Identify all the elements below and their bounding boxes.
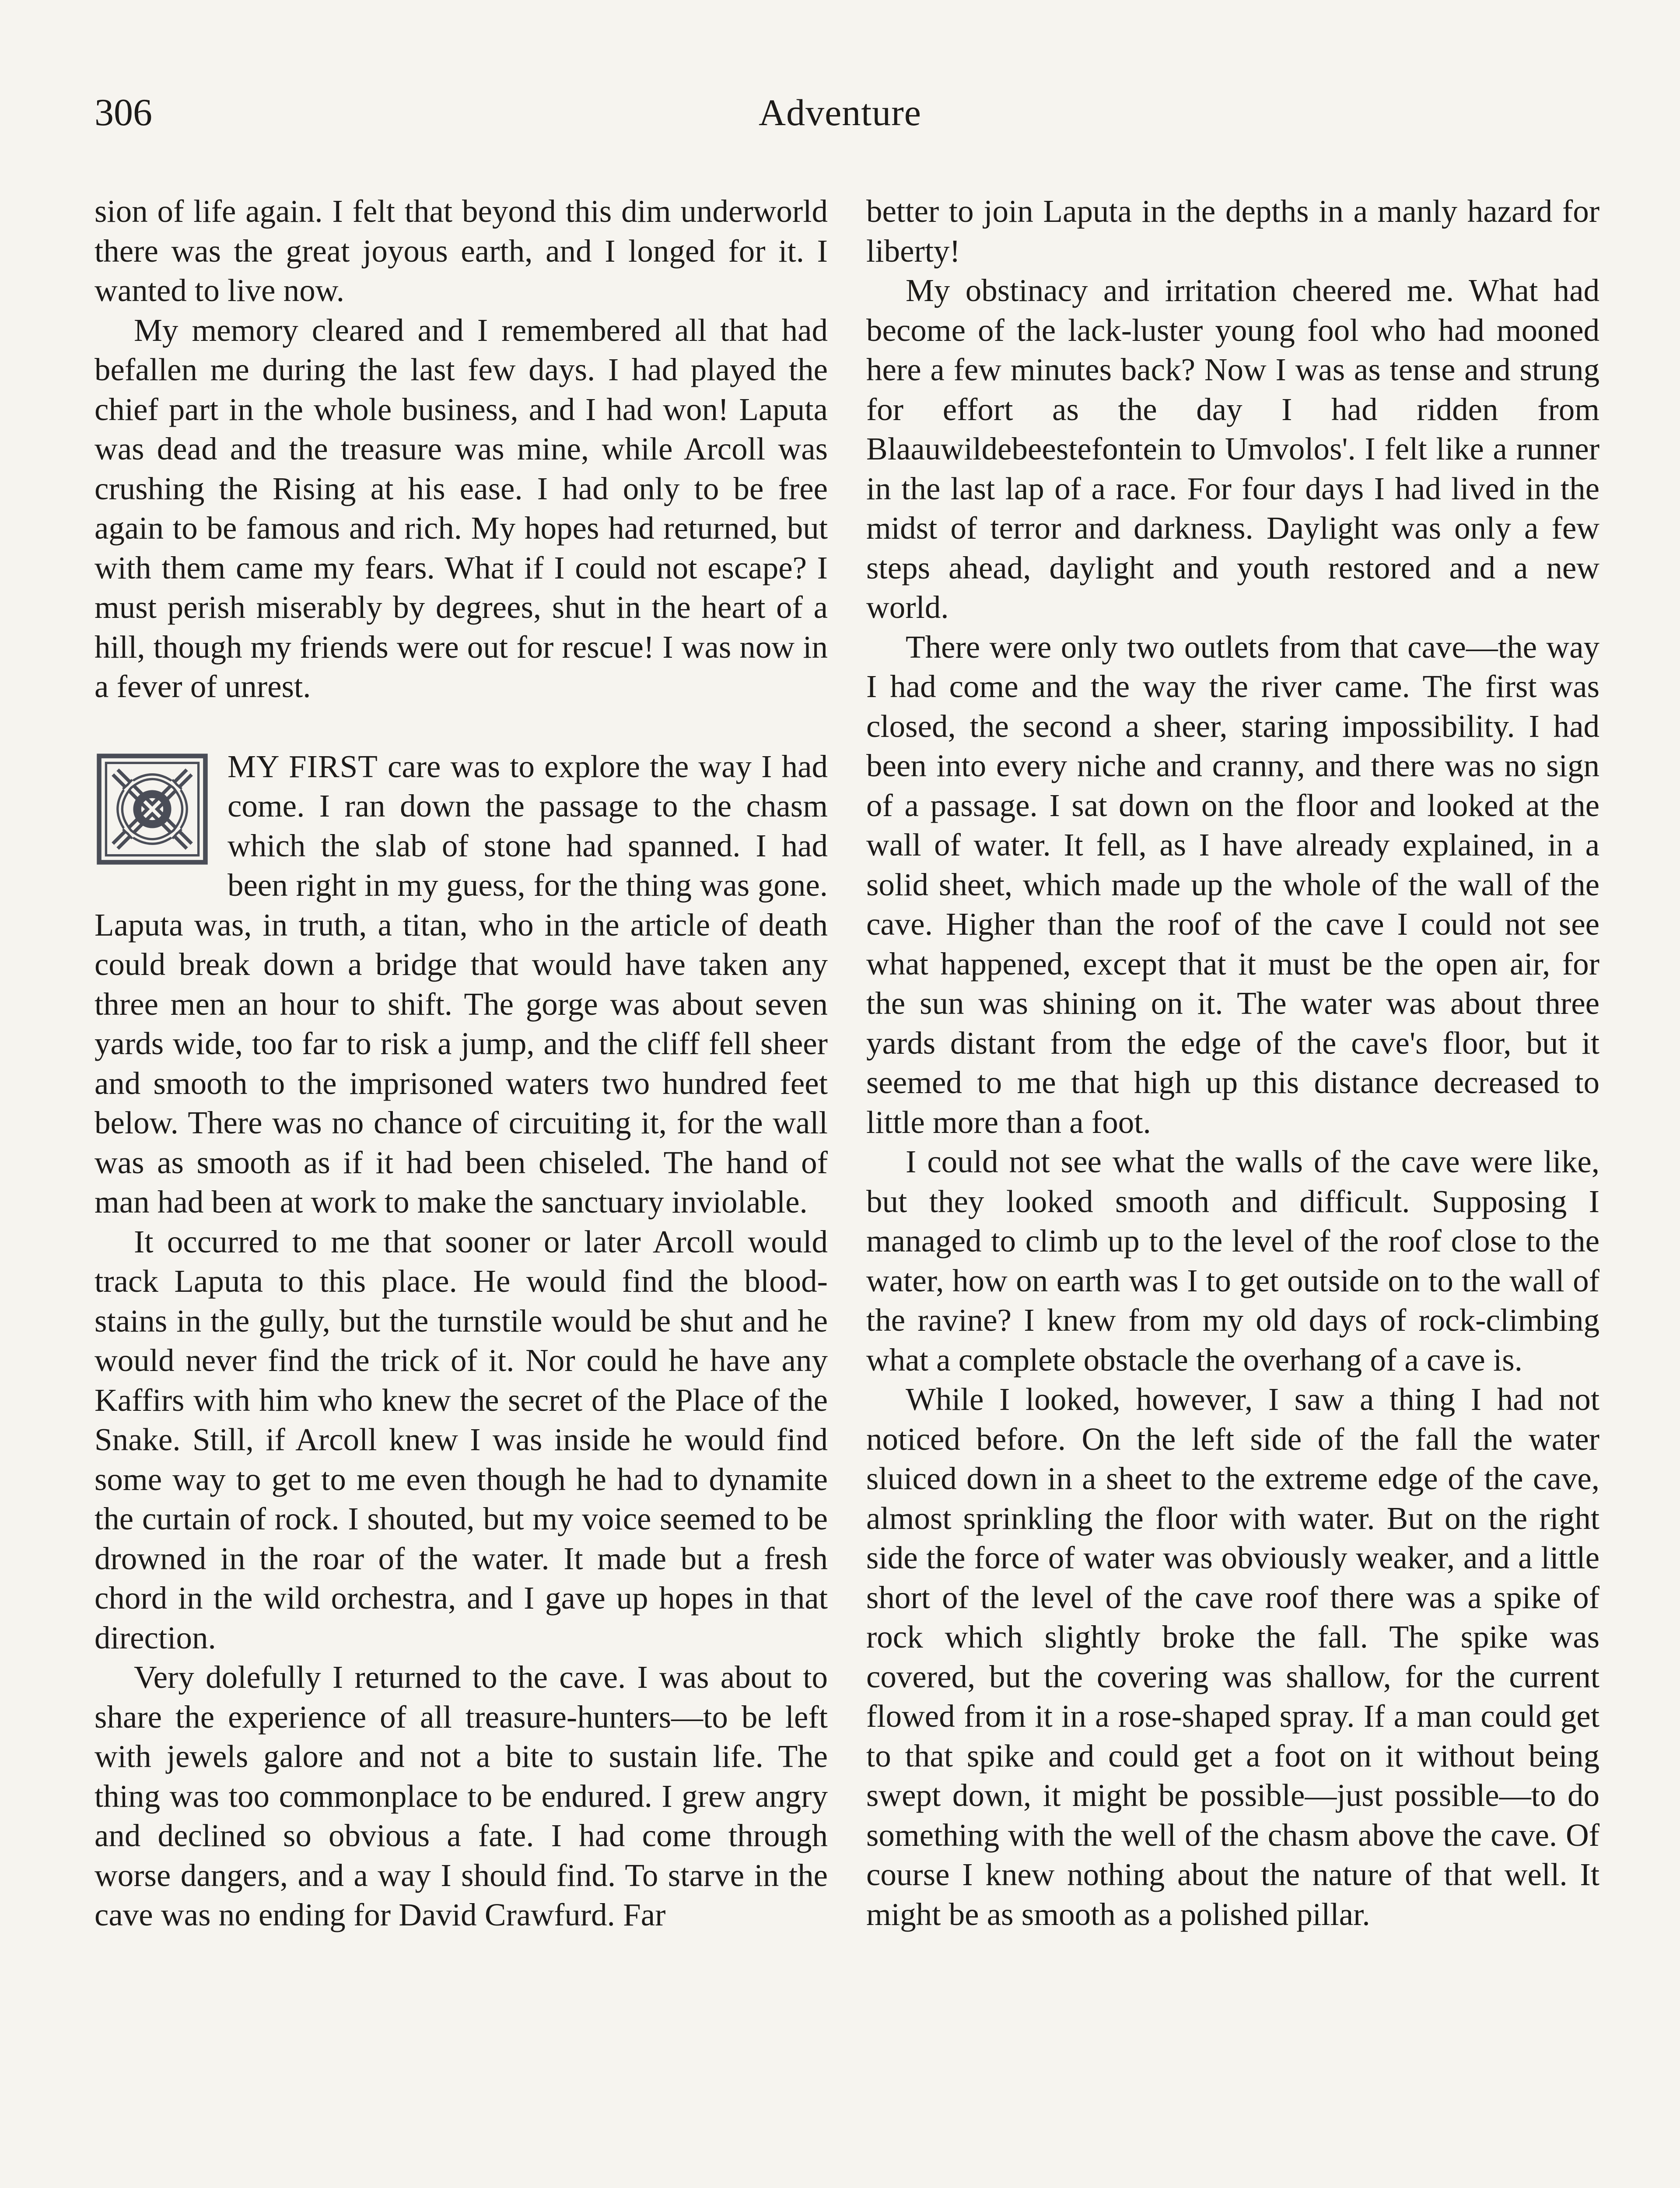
left-column: [94, 192, 828, 1935]
paragraph: It occurred to me that sooner or later Arcoll would track Laputa to this place. He would find the blood-stains in the gully, but the turnstile would be shut and he would never find the trick of it. Nor could he have any Kaffirs with him who knew the secret of the Place of the Snake. Still, if Arcoll knew I was inside he would find some way to get to me even though he had to dynamite the curtain of rock. I shouted, but my voice seemed to be drowned in the roar of the water. It made but a fresh chord in the wild orchestra, and I gave up hopes in that direction.: [94, 1224, 828, 1655]
paragraph: My memory cleared and I remembered all that had befallen me during the last few days. I had played the chief part in the whole business, and I had won! Laputa was dead and the treasure was mine, while Arcoll was crushing the Rising at his ease. I had only to be free again to be famous and rich. My hopes had returned, but with them came my fears. What if I could not escape? I must perish miserably by degrees, shut in the heart of a hill, though my friends were out for rescue! I was now in a fever of unrest.: [94, 312, 828, 704]
paragraph: There were only two outlets from that cave—the way I had come and the way the river came. The first was closed, the second a sheer, staring impossibility. I had been into every niche and cranny, and there was no sign of a passage. I sat down on the floor and looked at the wall of water. It fell, as I have already explained, in a solid sheet, which made up the whole of the wall of the cave. Higher than the roof of the cave I could not see what happened, except that it must be the open air, for the sun was shining on it. The water was about three yards distant from the edge of the cave's floor, but it seemed to me that high up this distance decreased to little more than a foot.: [866, 629, 1600, 1140]
paragraph: While I looked, however, I saw a thing I had not noticed before. On the left side of the fall the water sluiced down in a sheet to the extreme edge of the cave, almost sprinkling the floor with water. But on the right side the force of water was obviously weaker, and a little short of the level of the cave roof there was a spike of rock which slightly broke the fall. The spike was covered, but the covering was shallow, for the current flowed from it in a rose-shaped spray. If a man could get to that spike and could get a foot on it without being swept down, it might be possible—just possible—to do something with the well of the chasm above the cave. Of course I knew nothing about the nature of that well. It might be as smooth as a polished pillar.: [866, 1382, 1600, 1932]
section-opening-paragraph: [94, 747, 828, 1222]
paragraph-text: care was to explore the way I had come. I ran down the passage to the chasm which the slab of stone had spanned. I had been right in my guess, for the thing was gone. Laputa was, in truth, a titan, who in the article of death could break down a bridge that would have taken any three men an hour to shift. The gorge was about seven yards wide, too far to risk a jump, and the cliff fell sheer and smooth to the imprisoned waters two hundred feet below. There was no chance of circuiting it, for the wall was as smooth as if it had been chiseled. The hand of man had been at work to make the sanctuary inviolable.: [94, 748, 828, 1220]
page-header: [94, 91, 1586, 146]
paragraph: sion of life again. I felt that beyond this dim underworld there was the great joyous earth, and I longed for it. I wanted to live now.: [94, 193, 828, 308]
paragraph: better to join Laputa in the depths in a manly hazard for liberty!: [866, 193, 1600, 269]
section-lead-words: MY FIRST: [228, 748, 378, 784]
paragraph: I could not see what the walls of the cave were like, but they looked smooth and difficult. Supposing I managed to climb up to the level of the roof close to the water, how on earth was I to get outside on to the wall of the ravine? I knew from my old days of rock-climbing what a complete obstacle the overhang of a cave is.: [866, 1144, 1600, 1378]
paragraph: My obstinacy and irritation cheered me. What had become of the lack-luster young fool who had mooned here a few minutes back? Now I was as tense and strung for effort as the day I had ridden from Blaauwildebeestefontein to Umvolos'. I felt like a runner in the last lap of a race. For four days I had lived in the midst of terror and darkness. Daylight was only a few steps ahead, daylight and youth restored and a new world.: [866, 273, 1600, 625]
paragraph: Very dolefully I returned to the cave. I was about to share the experience of all treasure-hunters—to be left with jewels galore and not a bite to sustain life. The thing was too commonplace to be endured. I grew angry and declined so obvious a fate. I had come through worse dangers, and a way I should find. To starve in the cave was no ending for David Crawfurd. Far: [94, 1659, 828, 1932]
right-column: [866, 192, 1600, 1934]
running-title: Adventure: [759, 91, 921, 133]
page-number: 306: [94, 91, 152, 134]
celtic-knot-ornament-icon: [94, 751, 210, 867]
